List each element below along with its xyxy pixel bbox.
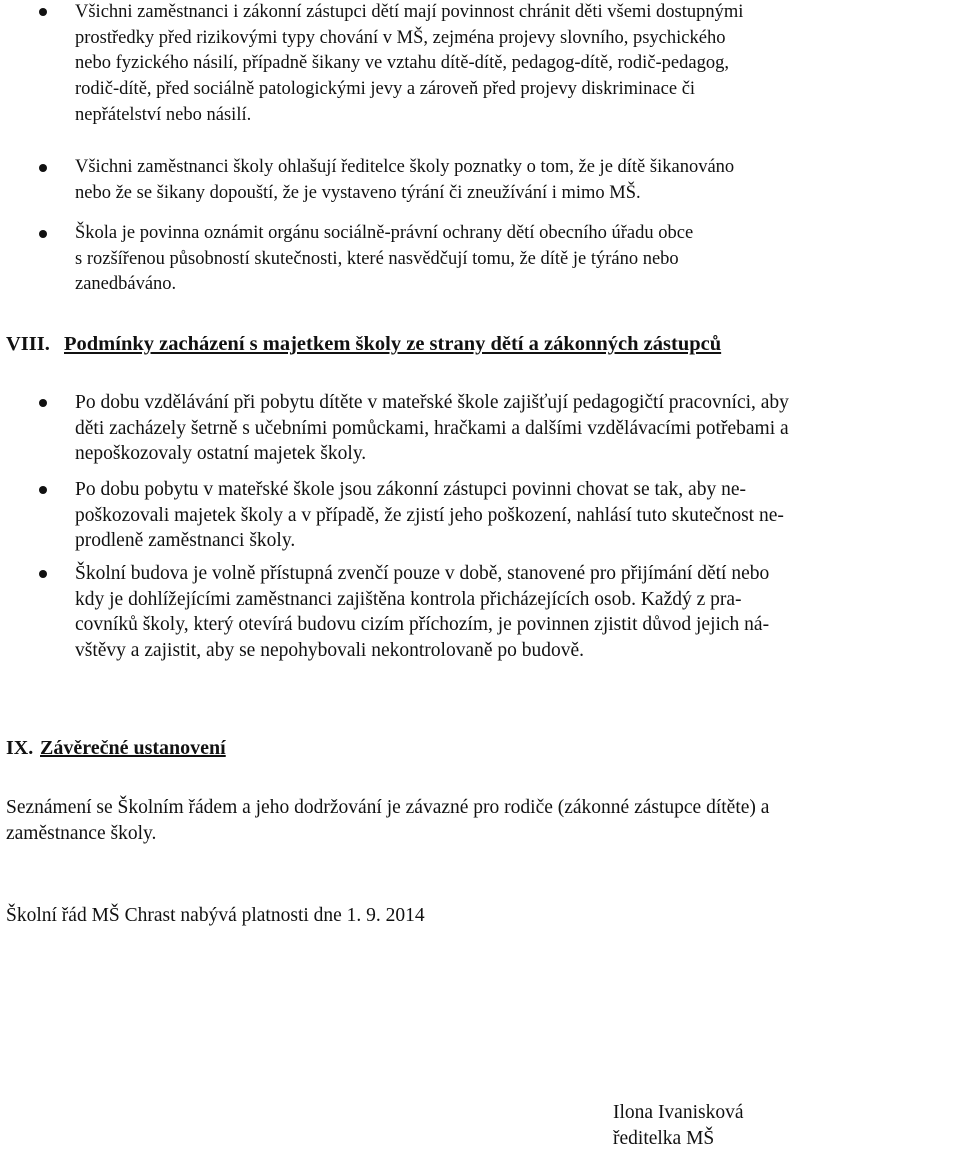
section-heading	[6, 737, 226, 760]
text-line: nebo fyzického násilí, případně šikany ve vztahu dítě-dítě, pedagog-dítě, rodič-pedagog,	[75, 53, 729, 74]
validity-statement	[6, 903, 956, 929]
bullet-icon	[39, 570, 47, 578]
list-item	[75, 477, 960, 554]
section-number: VIII.	[6, 333, 50, 355]
bullet-icon	[39, 230, 47, 238]
text-line: nepoškozovaly ostatní majetek školy.	[75, 443, 367, 465]
text-line: nepřátelství nebo násilí.	[75, 104, 252, 125]
section-title: Podmínky zacházení s majetkem školy ze strany dětí a zákonných zástupců	[64, 333, 722, 355]
text-line: Všichni zaměstnanci školy ohlašují ředitelce školy poznatky o tom, že je dítě šikanováno	[75, 157, 735, 177]
bullet-icon	[39, 164, 47, 172]
text-line: děti zacházely šetrně s učebními pomůckami, hračkami a dalšími vzdělávacími potřebami a	[75, 417, 789, 439]
bullet-icon	[39, 8, 47, 16]
text-line: Po dobu pobytu v mateřské škole jsou zákonní zástupci povinni chovat se tak, aby ne-	[75, 479, 746, 500]
text-line: covníků školy, který otevírá budovu cizím příchozím, je povinnen zjistit důvod jejich ná-	[75, 614, 770, 636]
list-item	[75, 0, 960, 129]
text-line: vštěvy a zajistit, aby se nepohybovali nekontrolovaně po budově.	[75, 640, 585, 662]
text-line: Školní budova je volně přístupná zvenčí pouze v době, stanovené pro přijímání dětí nebo	[75, 563, 770, 584]
text-line: zanedbáváno.	[75, 274, 177, 295]
list-item	[75, 561, 960, 664]
text-line: Všichni zaměstnanci i zákonní zástupci dětí mají povinnost chránit děti všemi dostupnými	[75, 2, 744, 22]
text-line: prostředky před rizikovými typy chování v MŠ, zejména projevy slovního, psychického	[75, 27, 726, 48]
signature-name: Ilona Ivanisková	[613, 1102, 744, 1123]
text-line: prodleně zaměstnanci školy.	[75, 530, 296, 552]
text-line: s rozšířenou působností skutečnosti, které nasvědčují tomu, že dítě je týráno nebo	[75, 248, 679, 269]
text-line: zaměstnance školy.	[6, 823, 157, 844]
section-number: IX.	[6, 737, 34, 759]
section-heading	[6, 333, 721, 356]
bullet-icon	[39, 486, 47, 494]
bullet-icon	[39, 399, 47, 407]
text-line: Školní řád MŠ Chrast nabývá platnosti dne 1. 9. 2014	[6, 905, 425, 926]
text-line: nebo že se šikany dopouští, že je vystaveno týrání či zneužívání i mimo MŠ.	[75, 182, 641, 203]
list-item	[75, 221, 960, 298]
text-line: Seznámení se Školním řádem a jeho dodržování je závazné pro rodiče (zákonné zástupce dítěte) a	[6, 797, 770, 818]
signature-role: ředitelka MŠ	[613, 1128, 715, 1149]
text-line: Škola je povinna oznámit orgánu sociálně-právní ochrany dětí obecního úřadu obce	[75, 223, 694, 243]
signature-block	[613, 1100, 744, 1152]
text-line: rodič-dítě, před sociálně patologickými jevy a zároveň před projevy diskriminace či	[75, 79, 696, 100]
paragraph	[6, 795, 956, 847]
section-title: Závěrečné ustanovení	[40, 737, 226, 759]
list-item	[75, 155, 960, 206]
text-line: kdy je dohlížejícími zaměstnanci zajištěna kontrola přicházejících osob. Každý z pra-	[75, 588, 742, 610]
list-item	[75, 390, 960, 467]
text-line: Po dobu vzdělávání při pobytu dítěte v mateřské škole zajišťují pedagogičtí pracovníci, aby	[75, 392, 789, 413]
text-line: poškozovali majetek školy a v případě, že zjistí jeho poškození, nahlásí tuto skutečnost ne-	[75, 504, 784, 526]
